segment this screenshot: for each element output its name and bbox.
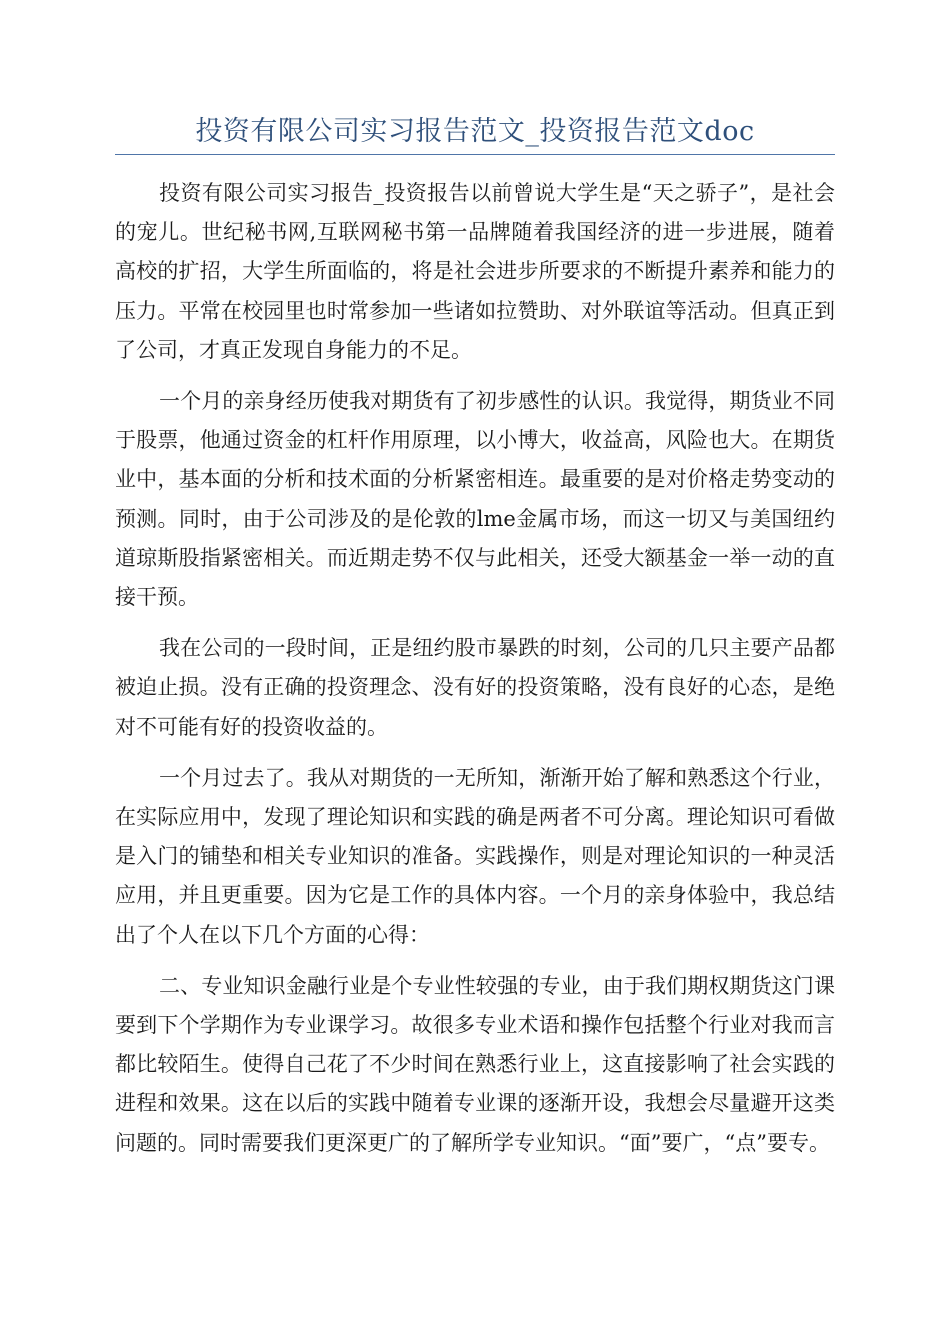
- paragraph-1: 投资有限公司实习报告_投资报告以前曾说大学生是“天之骄子”，是社会的宠儿。世纪秘书网,互联网秘书第一品牌随着我国经济的进一步进展，随着高校的扩招，大学生所面临的，将是社会进步所要求的不断提升素养和能力的压力。平常在校园里也时常参加一些诸如拉赞助、对外联谊等活动。但真正到了公司，才真正发现自身能力的不足。: [115, 181, 835, 362]
- paragraph-2: 一个月的亲身经历使我对期货有了初步感性的认识。我觉得，期货业不同于股票，他通过资金的杠杆作用原理，以小博大，收益高，风险也大。在期货业中，基本面的分析和技术面的分析紧密相连。最重要的是对价格走势变动的预测。同时，由于公司涉及的是伦敦的lme金属市场，而这一切又与美国纽约道琼斯股指紧密相关。而近期走势不仅与此相关，还受大额基金一举一动的直接干预。: [115, 389, 835, 610]
- paragraph-4: 一个月过去了。我从对期货的一无所知，渐渐开始了解和熟悉这个行业，在实际应用中，发现了理论知识和实践的确是两者不可分离。理论知识可看做是入门的铺垫和相关专业知识的准备。实践操作，则是对理论知识的一种灵活应用，并且更重要。因为它是工作的具体内容。一个月的亲身体验中，我总结出了个人在以下几个方面的心得：: [115, 765, 835, 947]
- title-underline: [115, 154, 835, 155]
- document-title: 投资有限公司实习报告范文_投资报告范文doc: [195, 116, 755, 147]
- document-body: [115, 174, 835, 1175]
- paragraph-3: 我在公司的一段时间，正是纽约股市暴跌的时刻，公司的几只主要产品都被迫止损。没有正确的投资理念、没有好的投资策略，没有良好的心态，是绝对不可能有好的投资收益的。: [115, 636, 835, 739]
- paragraph-5: 二、专业知识金融行业是个专业性较强的专业，由于我们期权期货这门课要到下个学期作为专业课学习。故很多专业术语和操作包括整个行业对我而言都比较陌生。使得自己花了不少时间在熟悉行业上，这直接影响了社会实践的进程和效果。这在以后的实践中随着专业课的逐渐开设，我想会尽量避开这类问题的。同时需要我们更深更广的了解所学专业知识。“面”要广，“点”要专。: [115, 973, 835, 1155]
